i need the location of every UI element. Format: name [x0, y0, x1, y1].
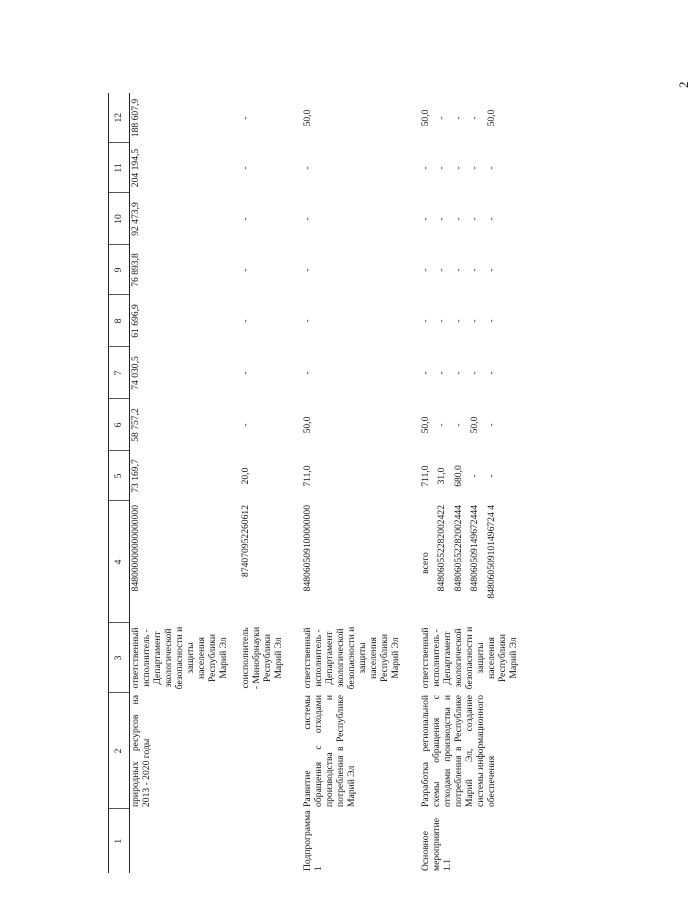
row-budget-code: 848060509100000000 — [301, 505, 313, 592]
row-executor: ответственный исполнитель - Департамент экологической безопасности и защиты населения Республики Марий Эл — [419, 626, 519, 690]
row-value: 31,0 — [436, 467, 448, 485]
row-title: Развитие системы обращения с отходами производства и потребления в Республике Марий Эл — [301, 695, 357, 807]
row-value: - — [419, 319, 431, 323]
row-executor: ответственный исполнитель - Департамент экологической безопасности и защиты населения Республики Марий Эл — [301, 626, 401, 690]
program-finance-table — [108, 93, 519, 873]
row-budget-code: 848060552282002422 — [436, 505, 448, 592]
row-value: - — [452, 166, 464, 170]
col-header-1: 1 — [109, 809, 130, 873]
row-executor: соисполнитель - Минобрнауки Республики Марий Эл — [239, 626, 284, 690]
row-value: - — [469, 371, 481, 375]
row-budget-code: всего — [419, 552, 431, 574]
row-value: - — [239, 217, 251, 221]
row-value: - — [239, 319, 251, 323]
row-value: - — [436, 116, 448, 120]
row-value: 50,0 — [301, 416, 313, 434]
row-value: - — [419, 268, 431, 272]
row-section-label — [240, 809, 302, 873]
row-value: 711,0 — [301, 465, 313, 487]
row-value: - — [485, 217, 497, 221]
row-value: - — [469, 116, 481, 120]
row-executor: ответственный исполнитель - Департамент экологической безопасности и защиты населения Республики Марий Эл — [130, 626, 230, 690]
col-header-3: 3 — [109, 623, 130, 693]
row-section-label: Подпрограмма 1 — [301, 810, 324, 871]
col-header-11: 11 — [109, 143, 130, 193]
row-value: - — [452, 116, 464, 120]
row-value: - — [436, 217, 448, 221]
row-section-label — [130, 809, 240, 873]
row-value: 74 030,5 — [130, 356, 141, 390]
row-title: природных ресурсов на 2013 - 2020 годы — [130, 695, 153, 807]
row-value: 188 607,9 — [130, 98, 141, 138]
row-value: - — [452, 217, 464, 221]
row-value: - — [469, 319, 481, 323]
row-value: - — [239, 371, 251, 375]
row-value: - — [436, 423, 448, 427]
row-value: 73 169,7 — [130, 459, 141, 493]
row-value: 58 757,2 — [130, 408, 141, 442]
col-header-9: 9 — [109, 245, 130, 295]
col-header-2: 2 — [109, 693, 130, 809]
page-number: 2 — [676, 81, 691, 88]
table-row — [420, 93, 437, 873]
table-row — [130, 93, 240, 873]
rotated-table-sheet — [108, 93, 520, 873]
row-value: - — [419, 217, 431, 221]
row-value: 50,0 — [469, 416, 481, 434]
row-value: - — [419, 166, 431, 170]
row-value: - — [419, 371, 431, 375]
row-value: - — [239, 268, 251, 272]
row-value: 61 696,9 — [130, 304, 141, 338]
row-section-label: Основное мероприятие 1.1 — [419, 818, 453, 871]
row-budget-code: 848060509101496724 4 — [485, 505, 497, 599]
row-value: 50,0 — [485, 109, 497, 127]
col-header-12: 12 — [109, 93, 130, 143]
row-value: - — [301, 217, 313, 221]
row-value: 92 473,9 — [130, 202, 141, 236]
row-value: - — [485, 371, 497, 375]
row-value: - — [452, 371, 464, 375]
row-title: Разработка региональной схемы обращения с отходами производства и потребления в Республике Марий Эл, создание системы информационного обеспечения — [419, 695, 497, 807]
col-header-7: 7 — [109, 347, 130, 399]
column-number-row — [109, 93, 130, 873]
row-value: 204 194,5 — [130, 148, 141, 188]
row-value: - — [239, 166, 251, 170]
col-header-4: 4 — [109, 501, 130, 623]
row-budget-code: 848060552282002444 — [452, 505, 464, 592]
row-value: 50,0 — [419, 416, 431, 434]
row-value: 680,0 — [452, 465, 464, 487]
row-value: 50,0 — [419, 109, 431, 127]
row-budget-code: 848060509149672444 — [469, 505, 481, 592]
row-value: - — [485, 166, 497, 170]
table-row — [302, 93, 420, 873]
row-value: - — [436, 319, 448, 323]
row-budget-code: 848000000000000000 — [130, 505, 141, 592]
row-value: - — [239, 116, 251, 120]
row-value: - — [469, 166, 481, 170]
row-value: - — [485, 319, 497, 323]
row-value: - — [436, 371, 448, 375]
row-value: - — [485, 268, 497, 272]
col-header-6: 6 — [109, 399, 130, 451]
row-value: 76 893,8 — [130, 253, 141, 287]
col-header-5: 5 — [109, 451, 130, 501]
row-value: - — [436, 166, 448, 170]
row-value: - — [301, 371, 313, 375]
row-value: - — [469, 217, 481, 221]
row-title — [240, 693, 302, 809]
row-value: - — [301, 319, 313, 323]
row-value: - — [436, 268, 448, 272]
row-value: 20,0 — [239, 467, 251, 485]
row-value: - — [452, 319, 464, 323]
row-value: - — [469, 268, 481, 272]
col-header-10: 10 — [109, 193, 130, 245]
row-value: - — [452, 423, 464, 427]
row-value: - — [239, 423, 251, 427]
table-row — [240, 93, 302, 873]
row-value: - — [469, 474, 481, 478]
row-value: 711,0 — [419, 465, 431, 487]
row-value: 50,0 — [301, 109, 313, 127]
row-budget-code: 874070952260612 — [239, 505, 251, 577]
col-header-8: 8 — [109, 295, 130, 347]
row-value: - — [301, 166, 313, 170]
row-value: - — [301, 268, 313, 272]
row-value: - — [485, 474, 497, 478]
row-value: - — [485, 423, 497, 427]
row-value: - — [452, 268, 464, 272]
